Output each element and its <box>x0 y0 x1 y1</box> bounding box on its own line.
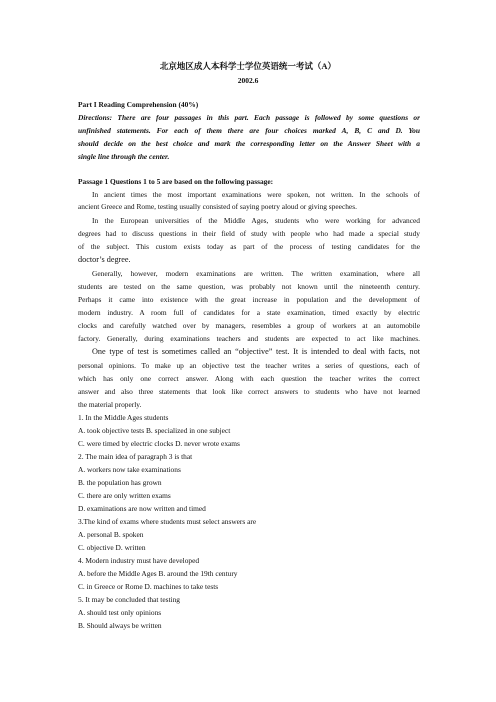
question-stem: 3.The kind of exams where students must select answers are <box>78 517 257 526</box>
answer-option: A. before the Middle Ages B. around the 19th century <box>78 569 238 578</box>
passage-line: which has only one correct answer. Along with each question the teacher writes the correct <box>78 374 420 383</box>
passage-line: ancient Greece and Rome, testing usually consisted of saying poetry aloud or giving speeches. <box>78 202 357 211</box>
passage-heading: Passage 1 Questions 1 to 5 are based on the following passage: <box>78 177 274 186</box>
passage-line: In the European universities of the Middle Ages, students who were working for advanced <box>92 216 420 225</box>
passage-line: In ancient times the most important examinations were spoken, not written. In the schools of <box>92 190 420 199</box>
answer-option: C. were timed by electric clocks D. never wrote exams <box>78 439 240 448</box>
question-stem: 4. Modern industry must have developed <box>78 556 200 565</box>
passage-line: Perhaps it came into existence with the great increase in population and the development of <box>78 295 420 304</box>
passage-line: degrees had to discuss questions in their field of study with people who had made a special study <box>78 229 420 238</box>
answer-option: B. the population has grown <box>78 478 162 487</box>
directions-line: Directions: There are four passages in this part. Each passage is followed by some questions or <box>78 113 420 122</box>
passage-line: the material properly. <box>78 400 142 409</box>
answer-option: A. took objective tests B. specialized in one subject <box>78 426 231 435</box>
passage-line: factory. Generally, during examinations teachers and students are expected to act like machines. <box>78 334 420 343</box>
directions-line: single line through the center. <box>78 152 170 161</box>
question-stem: 1. In the Middle Ages students <box>78 413 169 422</box>
answer-option: A. workers now take examinations <box>78 465 181 474</box>
exam-date: 2002.6 <box>237 76 259 85</box>
question-stem: 2. The main idea of paragraph 3 is that <box>78 452 193 461</box>
passage-line: One type of test is sometimes called an “objective” test. It is intended to deal with facts, not <box>92 347 420 356</box>
question-stem: 5. It may be concluded that testing <box>78 595 181 604</box>
answer-option: B. Should always be written <box>78 621 162 630</box>
answer-option: D. examinations are now written and timed <box>78 504 206 513</box>
directions-line: unfinished statements. For each of them there are four choices marked A, B, C and D. You <box>78 126 420 135</box>
answer-option: A. should test only opinions <box>78 608 162 617</box>
passage-line: clocks and carefully watched over by managers, resembles a group of workers at an automobile <box>78 321 420 330</box>
part-heading: Part I Reading Comprehension (40%) <box>78 100 199 109</box>
answer-option: C. in Greece or Rome D. machines to take tests <box>78 582 219 591</box>
answer-option: A. personal B. spoken <box>78 530 144 539</box>
passage-line: Generally, however, modern examinations are written. The written examination, where all <box>92 269 420 278</box>
directions-line: should decide on the best choice and mark the corresponding letter on the Answer Sheet with a <box>78 139 420 148</box>
passage-line: students are tested on the same question, was probably not known until the nineteenth century. <box>78 282 420 291</box>
passage-line: doctor’s degree. <box>78 255 131 264</box>
answer-option: C. objective D. written <box>78 543 146 552</box>
document-title: 北京地区成人本科学士学位英语统一考试（A） <box>159 61 337 71</box>
passage-line: personal opinions. To make up an objective test the teacher writes a series of questions, each of <box>78 361 420 370</box>
passage-line: of the subject. This custom exists today as part of the process of testing candidates for the <box>78 242 420 251</box>
answer-option: C. there are only written exams <box>78 491 171 500</box>
passage-line: modern industry. A room full of candidates for a state examination, timed exactly by electric <box>78 308 420 317</box>
passage-line: answer and also three statements that look like correct answers to students who have not learned <box>78 387 420 396</box>
